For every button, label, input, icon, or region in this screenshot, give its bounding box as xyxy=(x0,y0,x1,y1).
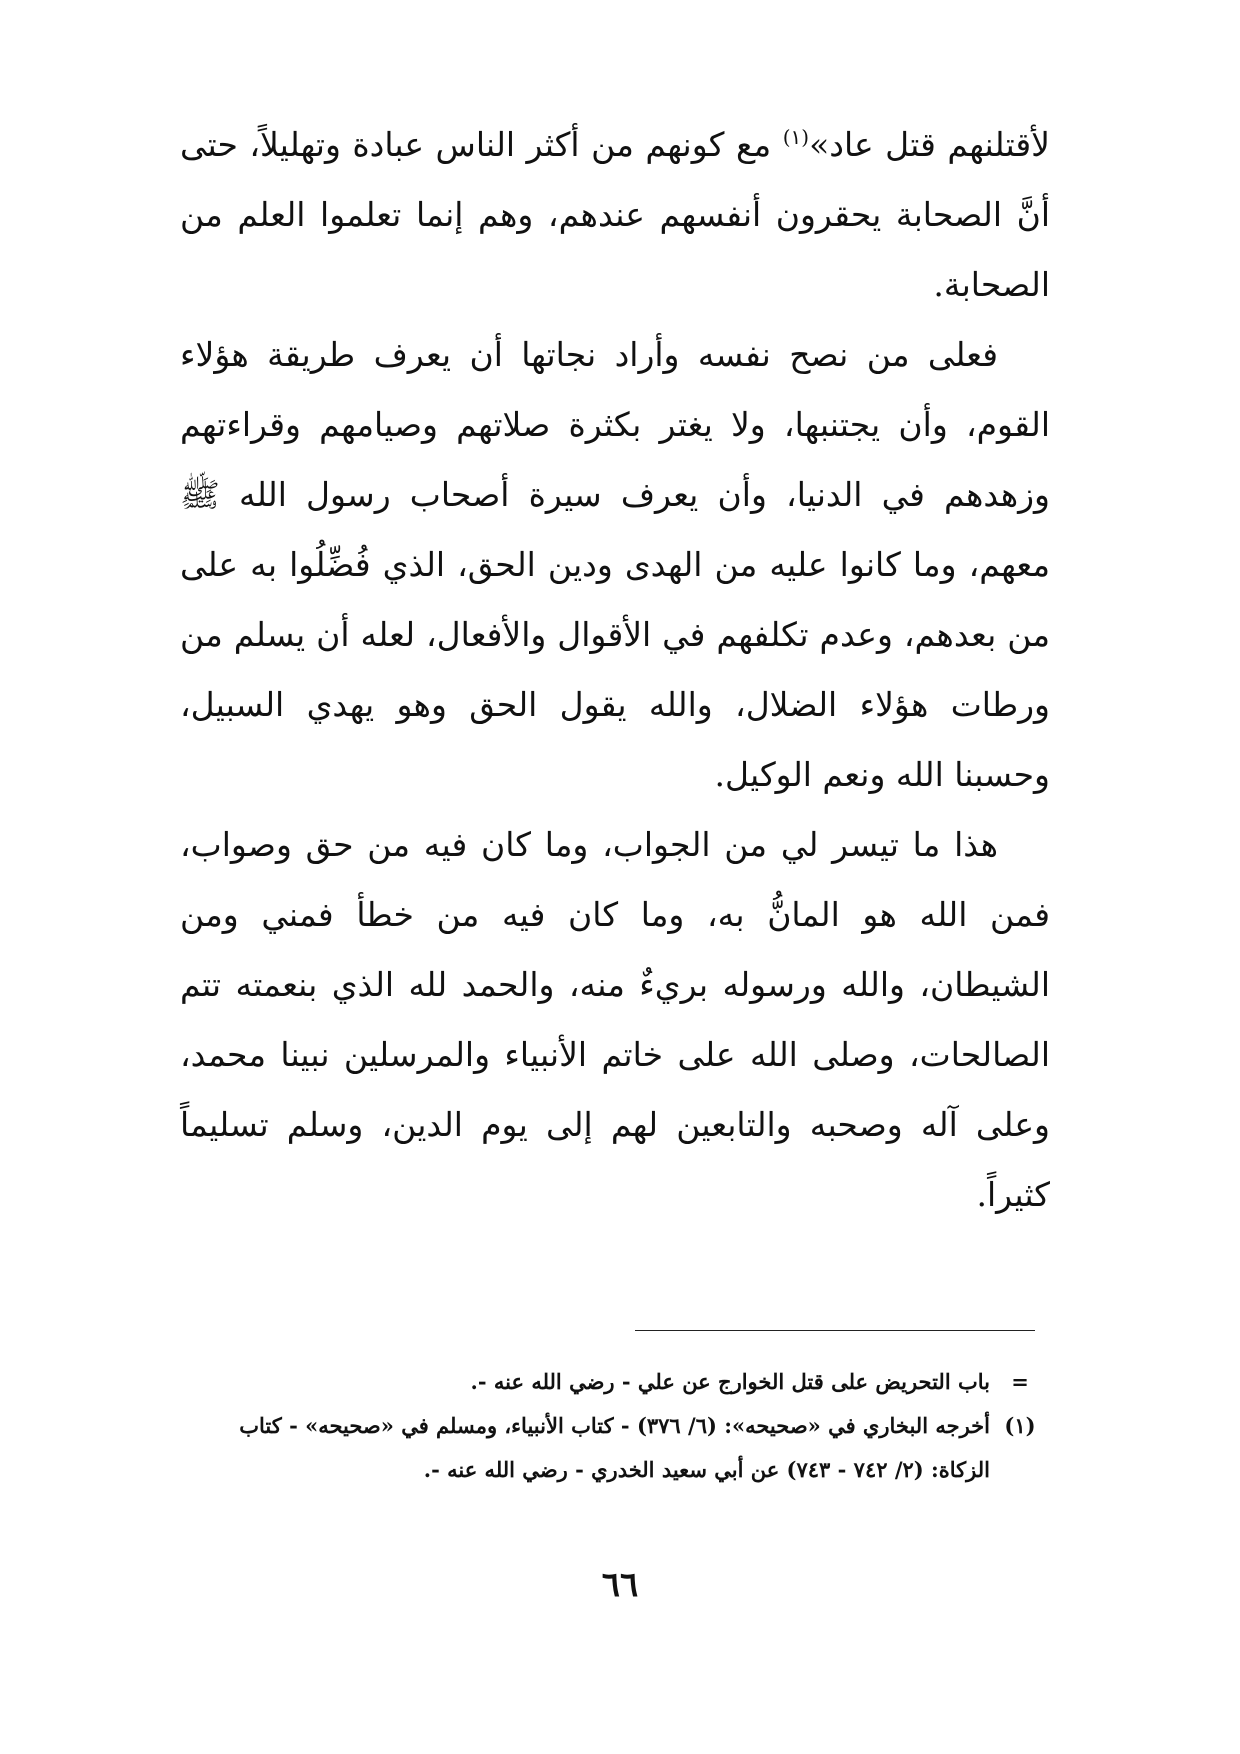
paragraph-3: هذا ما تيسر لي من الجواب، وما كان فيه من حق وصواب، فمن الله هو المانُّ به، وما كان فيه من خطأ فمني ومن الشيطان، والله ورسوله بريءٌ منه، والحمد لله الذي بنعمته تتم الصالحات، وصلى الله على خاتم الأنبياء والمرسلين نبينا محمد، وعلى آله وصحبه والتابعين لهم إلى يوم الدين، وسلم تسليماً كثيراً. xyxy=(180,825,1050,1214)
footnote-marker: (١) xyxy=(1004,1413,1036,1438)
footnote-text: أخرجه البخاري في «صحيحه»: (٦/ ٣٧٦) - كتاب الأنبياء، ومسلم في «صحيحه» - كتاب الزكاة: (٢/ ٧٤٢ - ٧٤٣) عن أبي سعيد الخدري - رضي الله عنه -. xyxy=(239,1413,990,1482)
footnote-text: باب التحريض على قتل الخوارج عن علي - رضي الله عنه -. xyxy=(470,1369,990,1394)
footnote-continuation xyxy=(180,1360,1050,1404)
footnotes xyxy=(180,1360,1050,1492)
page-number: ٦٦ xyxy=(601,1565,639,1605)
footnote-separator xyxy=(635,1330,1035,1331)
paragraph-2: فعلى من نصح نفسه وأراد نجاتها أن يعرف طريقة هؤلاء القوم، وأن يجتنبها، ولا يغتر بكثرة صلاتهم وصيامهم وقراءتهم وزهدهم في الدنيا، وأن يعرف سيرة أصحاب رسول الله ﷺ معهم، وما كانوا عليه من الهدى ودين الحق، الذي فُضِّلُوا به على من بعدهم، وعدم تكلفهم في الأقوال والأفعال، لعله أن يسلم من ورطات هؤلاء الضلال، والله يقول الحق وهو يهدي السبيل، وحسبنا الله ونعم الوكيل. xyxy=(180,335,1050,794)
footnote-reference-1: (١) xyxy=(782,125,810,149)
main-text xyxy=(180,110,1050,1230)
paragraph-1-rest: مع كونهم من أكثر الناس عبادة وتهليلاً، حتى أنَّ الصحابة يحقرون أنفسهم عندهم، وهم إنما تعلموا العلم من الصحابة. xyxy=(180,125,1050,304)
footnote-1 xyxy=(180,1404,1050,1492)
footnote-marker: = xyxy=(1011,1369,1029,1394)
paragraph-1 xyxy=(180,110,1050,320)
paragraph-1-start: لأقتلنهم قتل عاد» xyxy=(809,125,1050,164)
